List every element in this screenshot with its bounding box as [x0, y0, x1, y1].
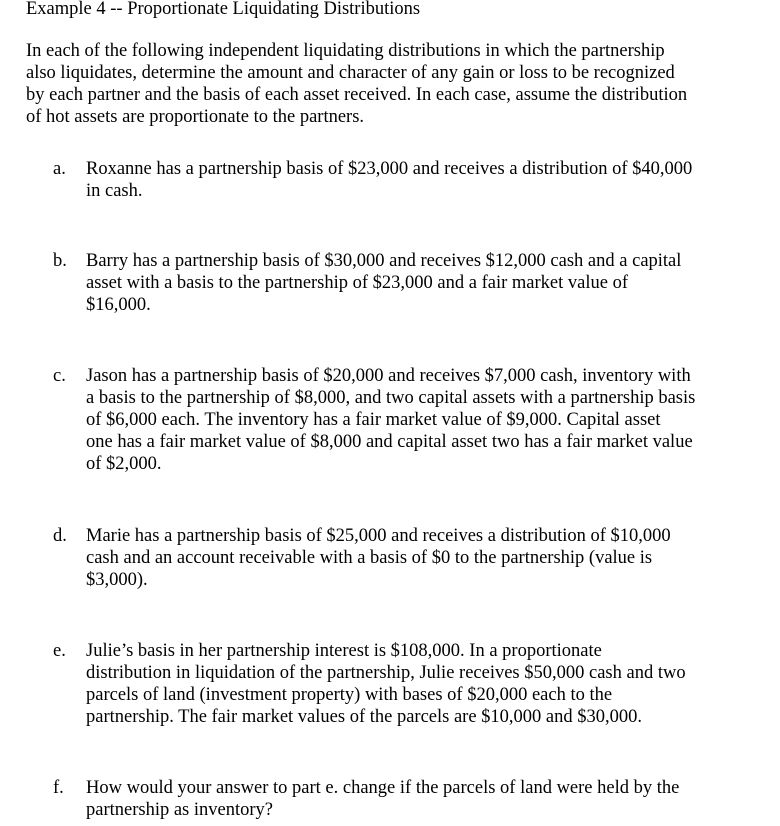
- intro-paragraph: [26, 40, 687, 128]
- item-letter: e.: [53, 641, 66, 661]
- item-line: a basis to the partnership of $8,000, and two capital assets with a partnership basis: [86, 388, 696, 408]
- item-letter: c.: [53, 366, 66, 386]
- item-line: $3,000).: [86, 570, 148, 590]
- item-letter: f.: [53, 778, 64, 798]
- item-line: Barry has a partnership basis of $30,000 and receives $12,000 cash and a capital: [86, 251, 682, 271]
- document-title: Example 4 -- Proportionate Liquidating Distributions: [26, 0, 421, 19]
- item-line: one has a fair market value of $8,000 and capital asset two has a fair market value: [86, 432, 693, 452]
- item-letter: d.: [53, 526, 67, 546]
- intro-line: by each partner and the basis of each asset received. In each case, assume the distribution: [26, 85, 688, 105]
- item-line: distribution in liquidation of the partnership, Julie receives $50,000 cash and two: [86, 663, 686, 683]
- item-letter: b.: [53, 251, 67, 271]
- item-line: $16,000.: [86, 295, 151, 315]
- intro-line: In each of the following independent liquidating distributions in which the partnership: [26, 41, 665, 61]
- item-line: partnership. The fair market values of the parcels are $10,000 and $30,000.: [86, 707, 643, 727]
- item-line: cash and an account receivable with a basis of $0 to the partnership (value is: [86, 548, 653, 568]
- item-line: of $6,000 each. The inventory has a fair market value of $9,000. Capital asset: [86, 410, 661, 430]
- item-line: Marie has a partnership basis of $25,000 and receives a distribution of $10,000: [86, 526, 671, 546]
- item-line: parcels of land (investment property) with bases of $20,000 each to the: [86, 685, 613, 705]
- item-line: How would your answer to part e. change if the parcels of land were held by the: [86, 778, 680, 798]
- item-line: of $2,000.: [86, 454, 162, 474]
- item-line: Roxanne has a partnership basis of $23,000 and receives a distribution of $40,000: [86, 159, 693, 179]
- item-line: in cash.: [86, 181, 143, 201]
- intro-line: of hot assets are proportionate to the partners.: [26, 107, 365, 127]
- item-letter: a.: [53, 159, 66, 179]
- item-line: Julie’s basis in her partnership interest is $108,000. In a proportionate: [86, 641, 602, 661]
- item-line: asset with a basis to the partnership of $23,000 and a fair market value of: [86, 273, 628, 293]
- intro-line: also liquidates, determine the amount and character of any gain or loss to be recognized: [26, 63, 675, 83]
- item-line: partnership as inventory?: [86, 800, 273, 820]
- item-line: Jason has a partnership basis of $20,000 and receives $7,000 cash, inventory with: [86, 366, 691, 386]
